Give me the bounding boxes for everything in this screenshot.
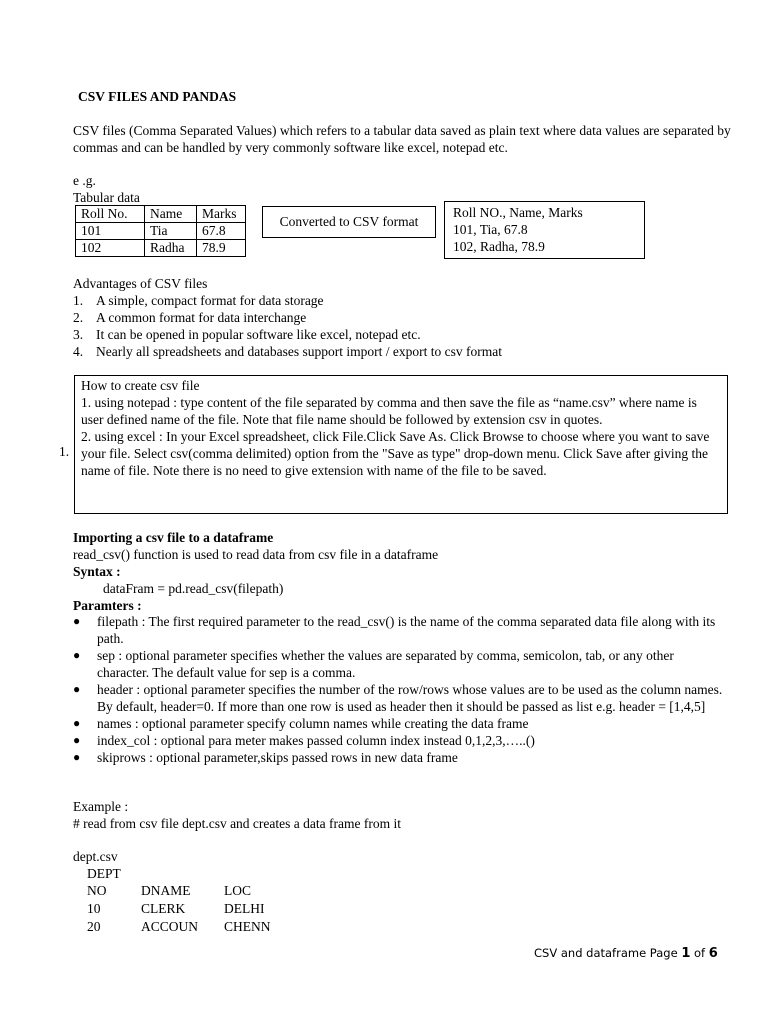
footer-page-number: 1 — [681, 946, 691, 961]
table-cell: 78.9 — [197, 240, 246, 257]
table-cell: CLERK — [141, 901, 186, 916]
list-marker: 1. — [59, 444, 70, 459]
list-item — [73, 292, 502, 309]
table-cell: DELHI — [224, 901, 265, 916]
table-cell: 10 — [87, 901, 101, 916]
syntax-code: dataFram = pd.read_csv(filepath) — [103, 581, 284, 596]
how-to-create-box — [74, 375, 728, 514]
table-cell: NO — [87, 883, 107, 898]
page-footer — [534, 946, 718, 961]
eg-label: e .g. — [73, 173, 96, 188]
list-text: It can be opened in popular software like excel, notepad etc. — [96, 327, 421, 342]
list-number: 4. — [73, 344, 84, 359]
table-cell: 67.8 — [197, 223, 246, 240]
param-text: index_col : optional para meter makes passed column index instead 0,1,2,3,…..() — [97, 733, 535, 748]
table-cell: 102 — [76, 240, 145, 257]
create-heading: How to create csv file — [81, 378, 200, 393]
param-text: names : optional parameter specify column names while creating the data frame — [97, 716, 529, 731]
csv-line: Roll NO., Name, Marks — [453, 205, 583, 220]
importing-heading: Importing a csv file to a dataframe — [73, 530, 274, 545]
table-cell: 101 — [76, 223, 145, 240]
table-cell: ACCOUN — [141, 919, 199, 934]
dept-table — [87, 882, 284, 936]
list-item — [73, 613, 723, 647]
page-title: CSV FILES AND PANDAS — [78, 89, 237, 104]
footer-prefix: CSV and dataframe Page — [534, 946, 682, 960]
table-cell: 20 — [87, 919, 101, 934]
list-text: Nearly all spreadsheets and databases support import / export to csv format — [96, 344, 503, 359]
table-header-cell: Roll No. — [76, 206, 145, 223]
bullet-icon: ● — [73, 750, 81, 764]
list-text: A common format for data interchange — [96, 310, 307, 325]
tabular-data-label: Tabular data — [73, 190, 140, 205]
syntax-label: Syntax : — [73, 564, 121, 579]
advantages-list — [73, 292, 502, 360]
example-comment: # read from csv file dept.csv and creates a data frame from it — [73, 816, 401, 831]
table-header-cell: Marks — [197, 206, 246, 223]
footer-of: of — [690, 946, 709, 960]
bullet-icon: ● — [73, 648, 81, 662]
table-row — [87, 900, 284, 918]
list-item — [73, 326, 502, 343]
list-number: 2. — [73, 310, 84, 325]
list-item — [73, 343, 502, 360]
list-item — [73, 715, 723, 732]
table-row — [87, 882, 284, 900]
table-cell: DNAME — [141, 883, 191, 898]
create-step-notepad: 1. using notepad : type content of the file separated by comma and then save the file as “name.csv” where name is user defined name of the file. Note that file name should be followed by extension csv in quotes. — [81, 395, 697, 427]
table-cell: LOC — [224, 883, 251, 898]
dept-filename: dept.csv — [73, 849, 118, 864]
converted-label-box: Converted to CSV format — [262, 206, 436, 238]
csv-line: 102, Radha, 78.9 — [453, 239, 545, 254]
parameters-label: Paramters : — [73, 598, 142, 613]
list-item — [73, 647, 723, 681]
param-text: skiprows : optional parameter,skips passed rows in new data frame — [97, 750, 458, 765]
list-text: A simple, compact format for data storage — [96, 293, 324, 308]
advantages-heading: Advantages of CSV files — [73, 276, 208, 291]
list-item — [73, 681, 723, 715]
list-item — [73, 749, 723, 766]
param-text: filepath : The first required parameter to the read_csv() is the name of the comma separated data file along with its path. — [97, 614, 716, 646]
footer-page-total: 6 — [708, 946, 718, 961]
bullet-icon: ● — [73, 614, 81, 628]
list-number: 1. — [73, 293, 84, 308]
bullet-icon: ● — [73, 682, 81, 696]
table-row — [76, 240, 246, 257]
list-item — [73, 732, 723, 749]
importing-description: read_csv() function is used to read data from csv file in a dataframe — [73, 547, 439, 562]
parameters-list — [73, 613, 723, 766]
example-label: Example : — [73, 799, 129, 814]
table-row — [76, 223, 246, 240]
bullet-icon: ● — [73, 733, 81, 747]
dept-label: DEPT — [87, 866, 121, 881]
param-text: header : optional parameter specifies the number of the row/rows whose values are to be used as the column names. By default, header=0. If more than one row is used as header then it should be passed as list e.g. header = [1,4,5] — [97, 682, 723, 714]
param-text: sep : optional parameter specifies whether the values are separated by comma, semicolon, tab, or any other character. The default value for sep is a comma. — [97, 648, 674, 680]
table-header-row — [76, 206, 246, 223]
table-header-cell: Name — [145, 206, 197, 223]
create-step-excel: 2. using excel : In your Excel spreadsheet, click File.Click Save As. Click Browse to choose where you want to save your file. Select csv(comma delimited) option from the "Save as type" drop-down menu. Click Save after giving the name of file. Note there is no need to give extension with name of the file to be saved. — [81, 429, 710, 478]
table-cell: Radha — [145, 240, 197, 257]
table-cell: CHENN — [224, 919, 271, 934]
table-cell: Tia — [145, 223, 197, 240]
tabular-data-table — [75, 205, 246, 257]
list-number: 3. — [73, 327, 84, 342]
list-item — [73, 309, 502, 326]
table-row — [87, 918, 284, 936]
csv-line: 101, Tia, 67.8 — [453, 222, 528, 237]
intro-paragraph: CSV files (Comma Separated Values) which refers to a tabular data saved as plain text where data values are separated by commas and can be handled by very commonly software like excel, notepad etc. — [73, 123, 731, 155]
csv-output-box — [444, 201, 645, 259]
bullet-icon: ● — [73, 716, 81, 730]
